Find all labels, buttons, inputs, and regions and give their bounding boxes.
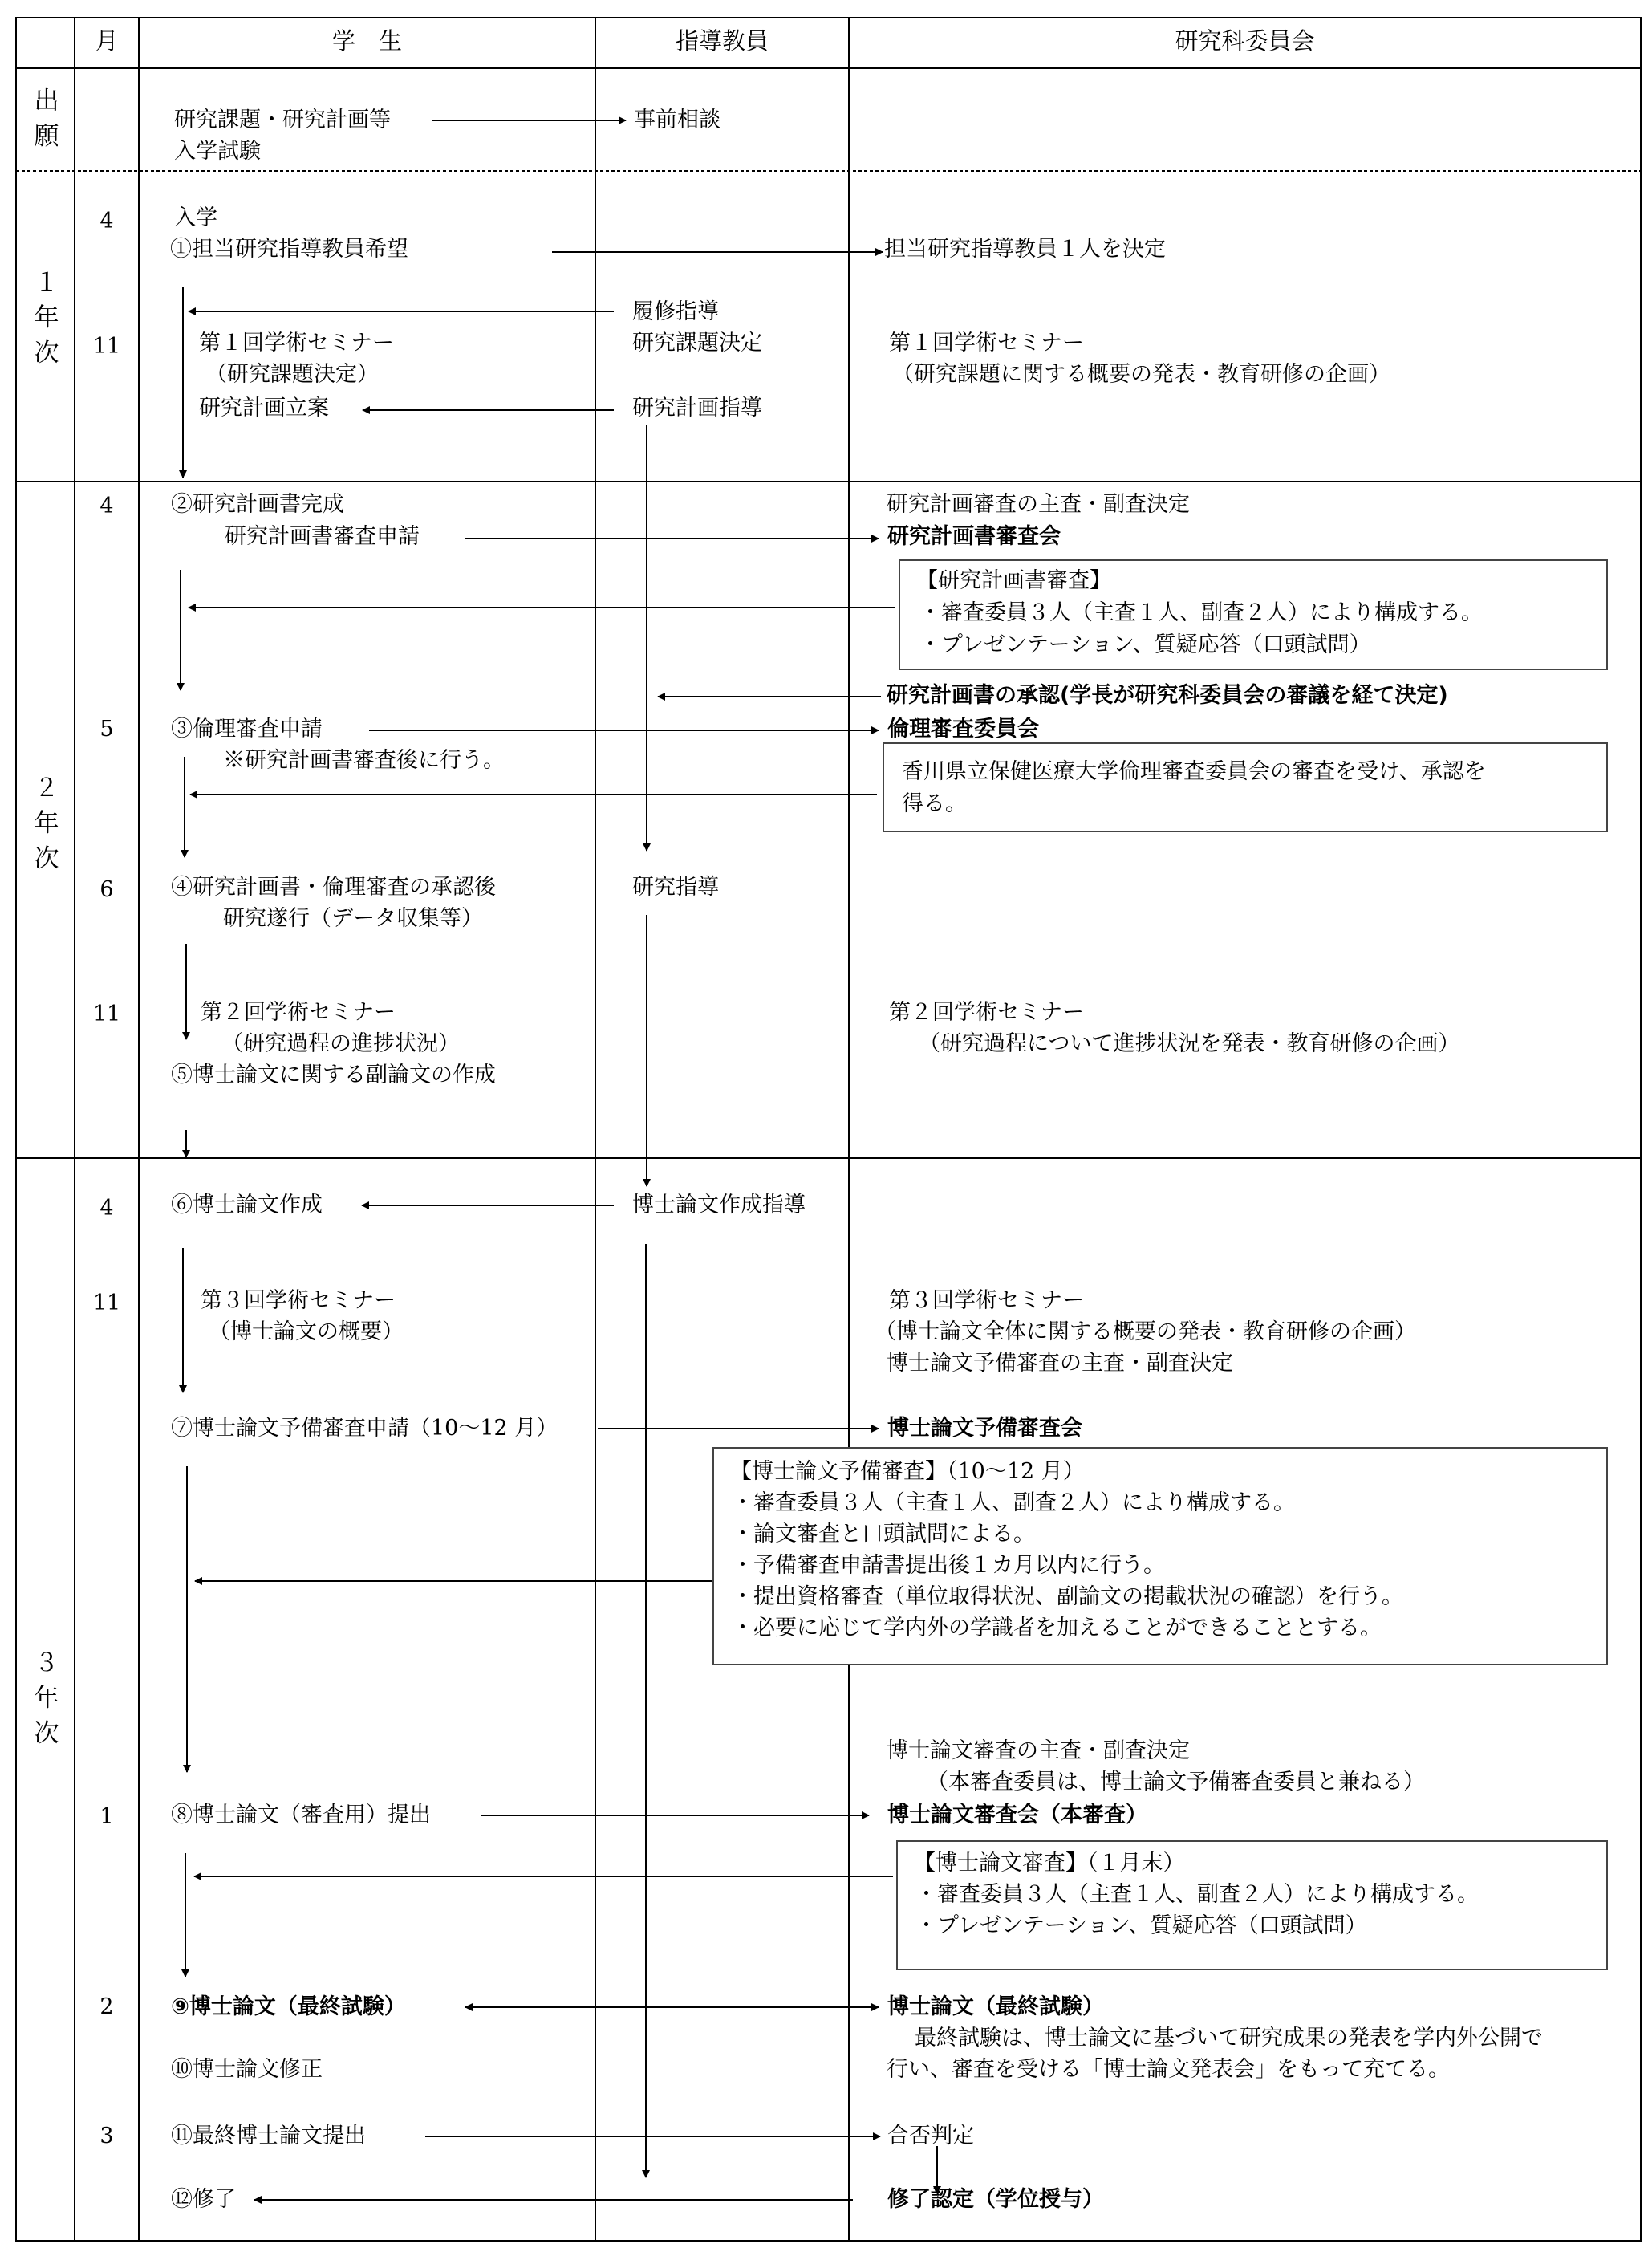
y3-pass-fail: 合否判定 [887, 2124, 974, 2148]
y3-pre-review-meeting: 博士論文予備審査会 [887, 1416, 1082, 1441]
y2-step3: ③倫理審査申請 [171, 717, 323, 742]
pre-review-box [712, 1447, 1608, 1665]
y2-step2: ②研究計画書完成 [171, 492, 344, 517]
y3-final-exam: 博士論文（最終試験） [887, 1994, 1104, 2019]
plan-review-box [899, 559, 1608, 670]
y3-seminar3-sub: （博士論文の概要） [209, 1319, 404, 1344]
month-y2-apr: 4 [99, 494, 114, 518]
y2-plan-approval: 研究計画書の承認(学長が研究科委員会の審議を経て決定) [887, 683, 1448, 708]
month-y2-jun: 6 [99, 877, 114, 902]
y2-seminar2-sub: （研究過程の進捗状況） [221, 1031, 460, 1056]
y3-committee-pre-examiners: 博士論文予備審査の主査・副査決定 [887, 1351, 1233, 1376]
y1-seminar1-sub: （研究課題決定） [205, 362, 379, 387]
y3-step7: ⑦博士論文予備審査申請（10～12 月） [171, 1416, 558, 1441]
month-y2-may: 5 [99, 717, 114, 742]
y2-plan-apply: 研究計画書審査申請 [225, 524, 420, 549]
y2-committee-examiners: 研究計画審査の主査・副査決定 [887, 492, 1190, 517]
y3-seminar3: 第３回学術セミナー [201, 1288, 396, 1313]
y3-committee-seminar3-sub: （博士論文全体に関する概要の発表・教育研修の企画） [875, 1319, 1416, 1344]
month-y3-nov: 11 [92, 1291, 121, 1315]
y3-final-exam-desc1: 最終試験は、博士論文に基づいて研究成果の発表を学内外公開で [915, 2026, 1543, 2051]
y3-advisor-thesis: 博士論文作成指導 [632, 1193, 806, 1217]
y1-committee-seminar1-sub: （研究課題に関する概要の発表・教育研修の企画） [892, 362, 1390, 387]
y2-committee-seminar2: 第２回学術セミナー [889, 1000, 1084, 1025]
pre-box-line3: ・予備審査申請書提出後１カ月以内に行う。 [732, 1553, 1165, 1578]
app-student-line2: 入学試験 [174, 139, 261, 164]
y1-committee-seminar1: 第１回学術セミナー [889, 331, 1084, 356]
y1-seminar1: 第１回学術セミナー [199, 331, 394, 356]
y3-step8: ⑧博士論文（審査用）提出 [171, 1803, 431, 1827]
pre-box-line2: ・論文審査と口頭試問による。 [732, 1522, 1035, 1547]
y1-enroll: 入学 [174, 205, 217, 230]
plan-box-line1: ・審査委員３人（主査１人、副査２人）により構成する。 [919, 600, 1483, 625]
y1-committee-decide: 担当研究指導教員１人を決定 [884, 237, 1166, 262]
ethics-box-line1: 香川県立保健医療大学倫理審査委員会の審査を受け、承認を [902, 759, 1486, 784]
month-y3-feb: 2 [99, 1994, 114, 2019]
y1-advisor-topic: 研究課題決定 [632, 331, 762, 356]
y2-step4: ④研究計画書・倫理審査の承認後 [171, 875, 496, 900]
y2-step5: ⑤博士論文に関する副論文の作成 [171, 1063, 496, 1087]
app-student-line1: 研究課題・研究計画等 [174, 108, 391, 132]
y1-step1: ①担当研究指導教員希望 [170, 237, 408, 262]
y3-step9: ⑨博士論文（最終試験） [171, 1994, 406, 2019]
year-label-1: １ 年 次 [34, 268, 59, 368]
y2-seminar2: 第２回学術セミナー [201, 1000, 396, 1025]
y3-final-exam-desc2: 行い、審査を受ける「博士論文発表会」をもって充てる。 [887, 2057, 1450, 2082]
header-student: 学 生 [331, 27, 402, 55]
app-advisor-consult: 事前相談 [634, 108, 720, 132]
y3-committee-main-examiners: 博士論文審査の主査・副査決定 [887, 1738, 1190, 1763]
y3-completion: 修了認定（学位授与） [887, 2187, 1104, 2212]
main-review-box [896, 1840, 1608, 1970]
pre-box-line4: ・提出資格審査（単位取得状況、副論文の掲載状況の確認）を行う。 [732, 1584, 1403, 1609]
main-box-line1: ・審査委員３人（主査１人、副査２人）により構成する。 [915, 1882, 1479, 1907]
y3-step6: ⑥博士論文作成 [171, 1193, 323, 1217]
main-box-title: 【博士論文審査】（１月末） [914, 1851, 1185, 1876]
month-y1-apr: 4 [99, 209, 114, 234]
y3-step12: ⑫修了 [171, 2187, 236, 2212]
header-month: 月 [95, 27, 119, 55]
y2-committee-seminar2-sub: （研究過程について進捗状況を発表・教育研修の企画） [919, 1031, 1460, 1056]
month-y3-mar: 3 [99, 2124, 114, 2148]
year-label-2: ２ 年 次 [34, 774, 59, 873]
main-box-line2: ・プレゼンテーション、質疑応答（口頭試問） [915, 1913, 1367, 1938]
plan-box-title: 【研究計画書審査】 [916, 568, 1111, 593]
y2-ethics-committee: 倫理審査委員会 [887, 717, 1039, 742]
header-committee: 研究科委員会 [1175, 27, 1315, 55]
y2-step3-note: ※研究計画書審査後に行う。 [223, 748, 505, 773]
pre-box-line5: ・必要に応じて学内外の学識者を加えることができることとする。 [732, 1616, 1382, 1640]
month-y2-nov: 11 [92, 1002, 121, 1026]
y1-plan-draft: 研究計画立案 [199, 396, 329, 421]
y3-main-review-meeting: 博士論文審査会（本審査） [887, 1803, 1147, 1827]
year-label-3: ３ 年 次 [34, 1648, 59, 1748]
y2-plan-review-meeting: 研究計画書審査会 [887, 524, 1061, 549]
month-y3-jan: 1 [99, 1804, 114, 1829]
month-y3-apr: 4 [99, 1196, 114, 1221]
y2-advisor-research: 研究指導 [632, 875, 719, 900]
y1-advisor-guidance: 履修指導 [632, 299, 719, 324]
y3-committee-main-examiners-sub: （本審査委員は、博士論文予備審査委員と兼ねる） [927, 1770, 1425, 1795]
y2-step4-sub: 研究遂行（データ収集等） [223, 906, 483, 931]
pre-box-title: 【博士論文予備審査】（10～12 月） [730, 1459, 1085, 1484]
y1-advisor-plan: 研究計画指導 [632, 396, 762, 421]
plan-box-line2: ・プレゼンテーション、質疑応答（口頭試問） [919, 632, 1371, 657]
year-label-application: 出 願 [34, 87, 59, 151]
header-advisor: 指導教員 [675, 27, 769, 55]
y3-step10: ⑩博士論文修正 [171, 2057, 323, 2082]
y3-committee-seminar3: 第３回学術セミナー [889, 1288, 1084, 1313]
ethics-review-box [883, 742, 1608, 832]
ethics-box-line2: 得る。 [902, 791, 967, 816]
pre-box-line1: ・審査委員３人（主査１人、副査２人）により構成する。 [732, 1490, 1295, 1515]
y3-step11: ⑪最終博士論文提出 [171, 2124, 366, 2148]
month-y1-nov: 11 [92, 334, 121, 359]
